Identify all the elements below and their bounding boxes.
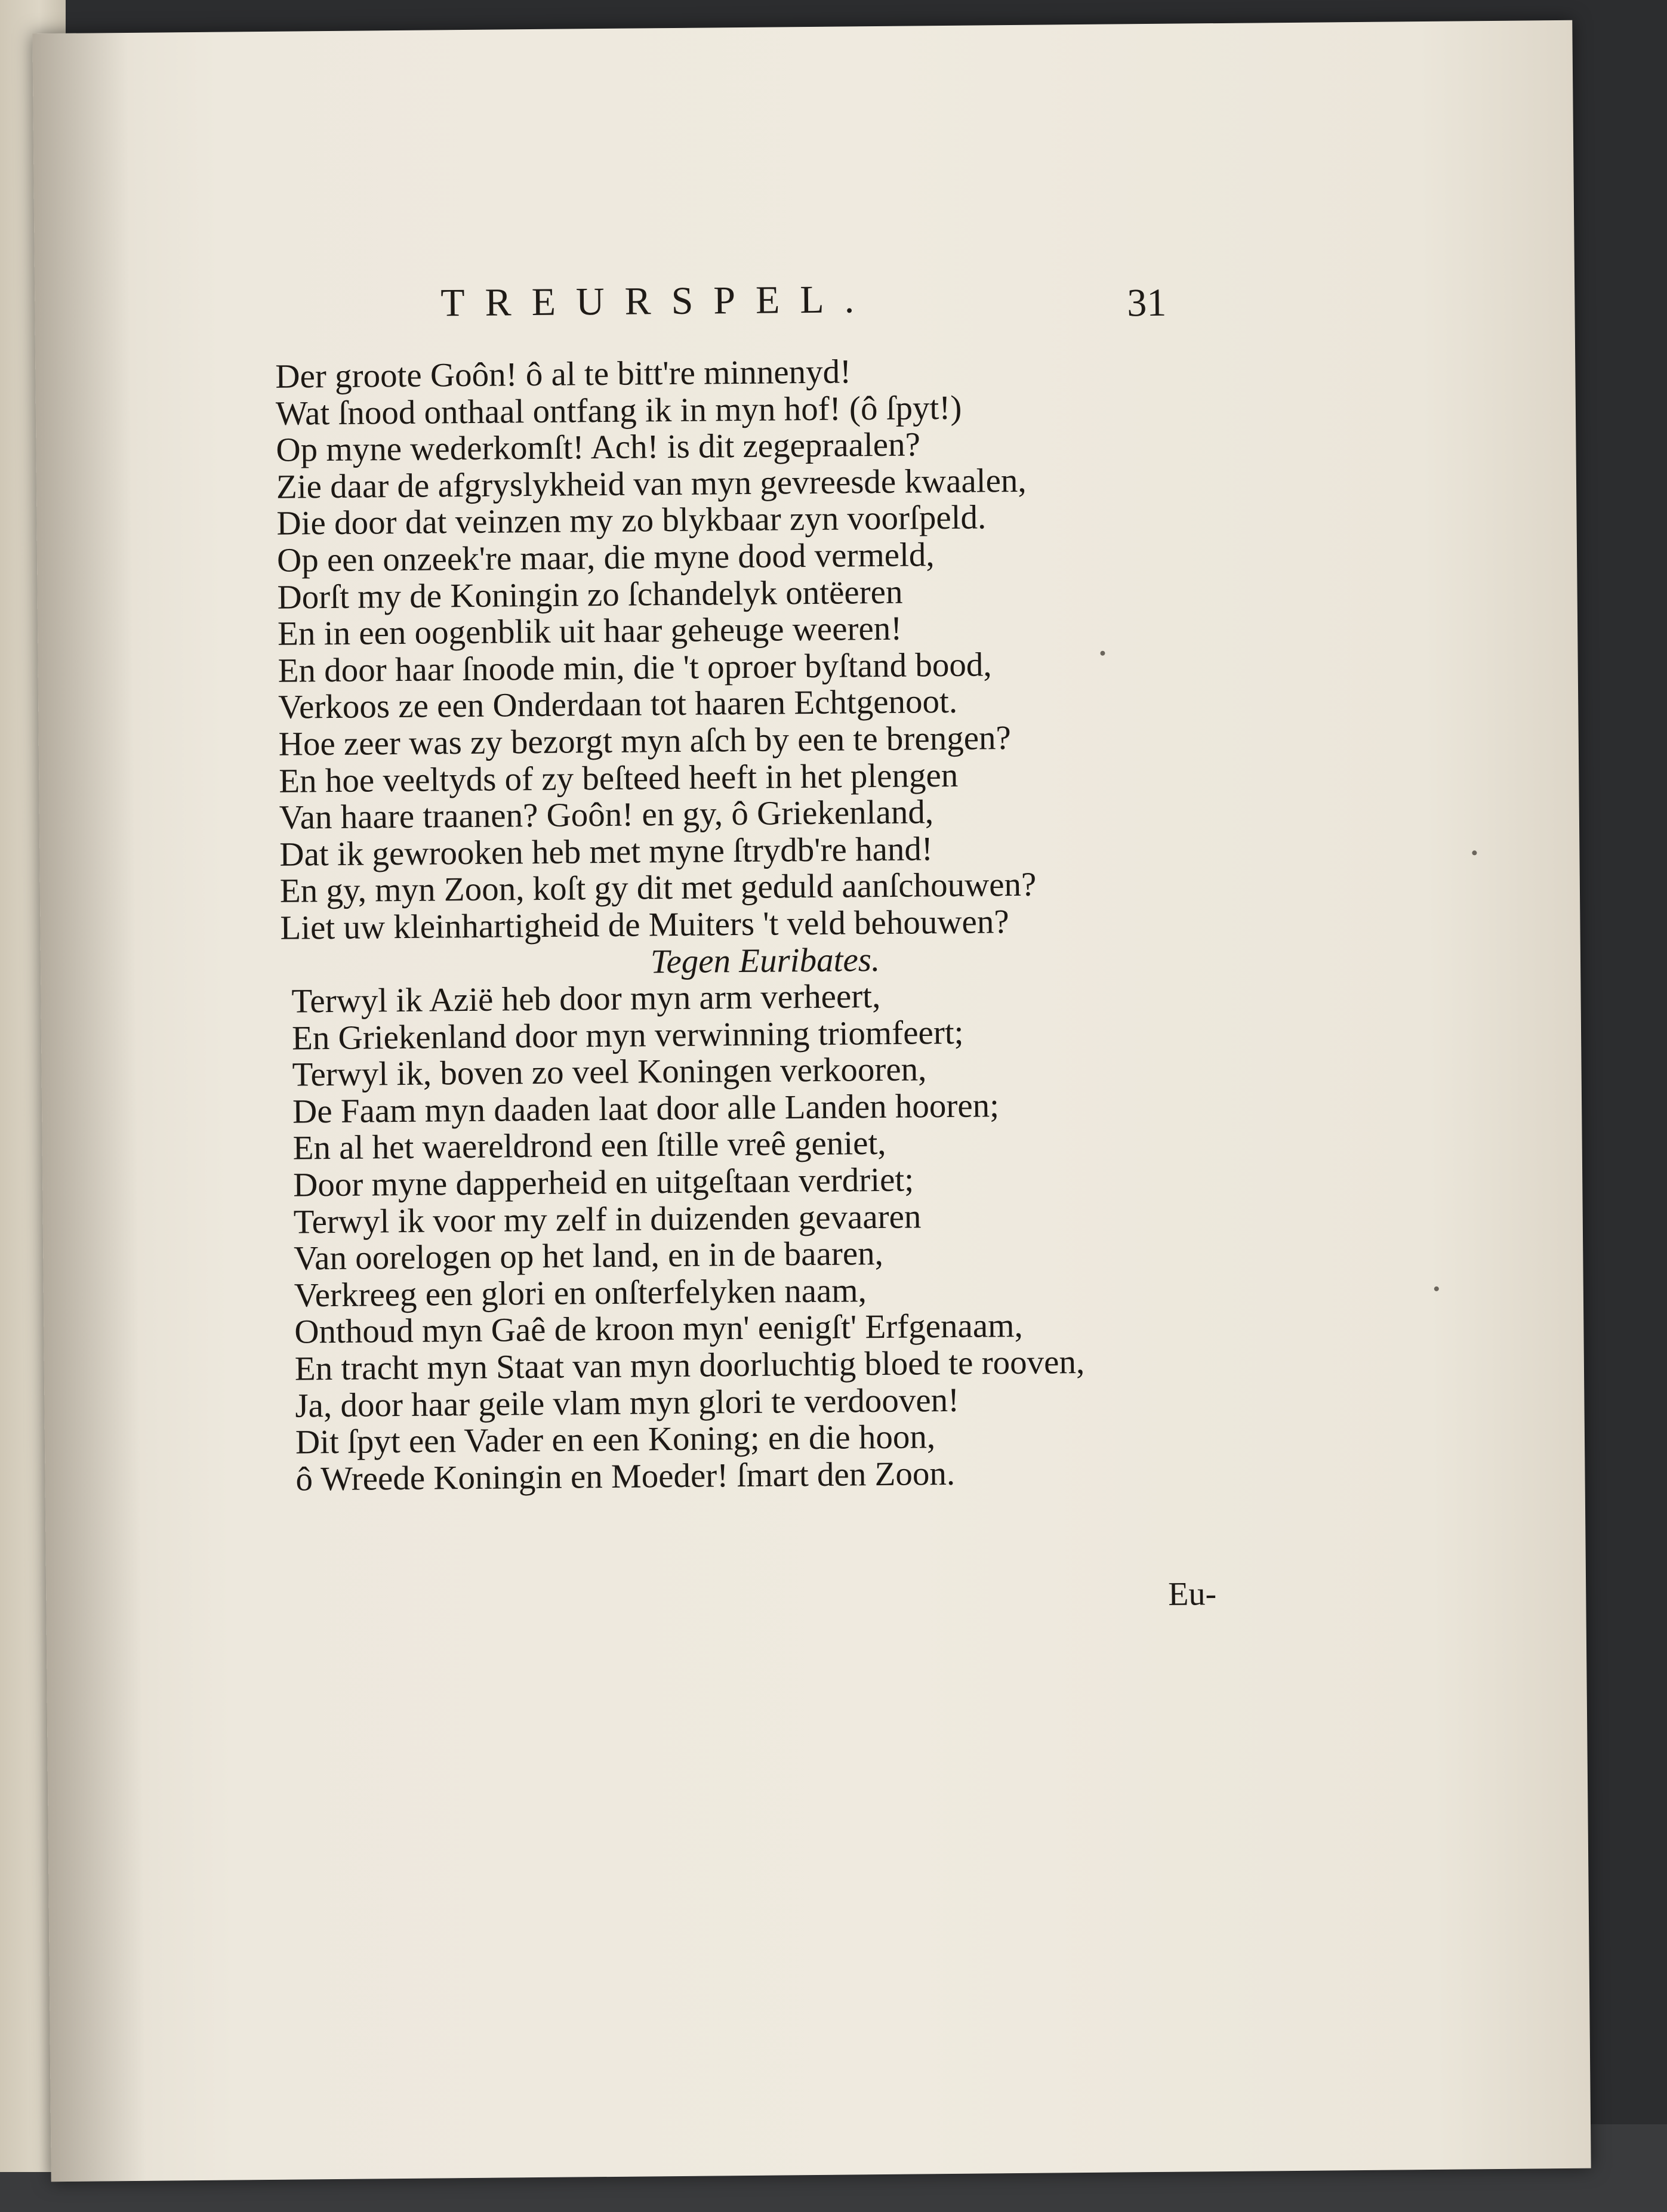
running-title: TREURSPEL. [440,277,875,325]
verse-line: Der groote Goôn! ô al te bitt're minnenyd! [275,353,852,396]
verse-line: Door myne dapperheid en uitgeſtaan verdriet; [292,1161,914,1204]
verse-line: Van oorelogen op het land, en in de baaren, [293,1235,884,1278]
verse-line: Verkreeg een glori en onſterfelyken naam, [294,1272,867,1315]
verse-line: De Faam myn daaden laat door alle Landen hooren; [292,1087,1000,1131]
gutter-shadow [32,33,146,2182]
paper-speck [1100,651,1105,656]
book-page [32,20,1591,2182]
verse-line: Dit ſpyt een Vader en een Koning; en die hoon, [295,1418,936,1461]
verse-line: Liet uw kleinhartigheid de Muiters 't veld behouwen? [280,903,1009,947]
stage-direction: Tegen Euribates. [650,940,880,980]
verse-line: En in een oogenblik uit haar geheuge weeren! [277,609,902,653]
verse-line: Dorſt my de Koningin zo ſchandelyk ontëeren [277,573,903,616]
verse-line: En al het waereldrond een ſtille vreê geniet, [292,1124,886,1168]
verse-line: Ja, door haar geile vlam myn glori te verdooven! [295,1381,960,1425]
verse-line: Op myne wederkomſt! Ach! is dit zegepraalen? [276,425,921,469]
verse-line: Op een onzeek're maar, die myne dood vermeld, [276,536,935,579]
verse-line: En Griekenland door myn verwinning triomfeert; [291,1013,964,1057]
verse-line: Zie daar de afgryslykheid van myn gevreesde kwaalen, [276,461,1027,506]
verse-line: Wat ſnood onthaal ontfang ik in myn hof! (ô ſpyt!) [275,388,962,433]
verse-block [275,350,1300,1498]
verse-line: En gy, myn Zoon, koſt gy dit met geduld aanſchouwen? [279,866,1037,911]
verse-line: Verkoos ze een Onderdaan tot haaren Echtgenoot. [278,683,958,727]
verse-line: Van haare traanen? Goôn! en gy, ô Griekenland, [279,793,934,837]
verse-line: Terwyl ik voor my zelf in duizenden gevaaren [293,1198,922,1241]
page-number: 31 [1127,280,1167,325]
catchword: Eu- [1167,1575,1217,1613]
verse-line: Terwyl ik Azië heb door myn arm verheert, [291,977,881,1020]
verse-line: Die door dat veinzen my zo blykbaar zyn voorſpeld. [276,498,987,543]
verse-line: ô Wreede Koningin en Moeder! ſmart den Zoon. [295,1454,956,1498]
paper-speck [1472,850,1477,855]
verse-line: En door haar ſnoode min, die 't oproer byſtand bood, [278,646,992,690]
verse-line: Dat ik gewrooken heb met myne ſtrydb're hand! [279,829,933,874]
verse-line: Terwyl ik, boven zo veel Koningen verkooren, [292,1050,927,1094]
verse-line: Hoe zeer was zy bezorgt myn aſch by een te brengen? [278,719,1012,763]
verse-line: En tracht myn Staat van myn doorluchtig bloed te rooven, [294,1343,1085,1388]
verse-line: Onthoud myn Gaê de kroon myn' eenigſt' Erfgenaam, [294,1307,1023,1352]
paper-speck [1434,1287,1439,1291]
verse-line: En hoe veeltyds of zy beſteed heeft in het plengen [279,756,959,800]
